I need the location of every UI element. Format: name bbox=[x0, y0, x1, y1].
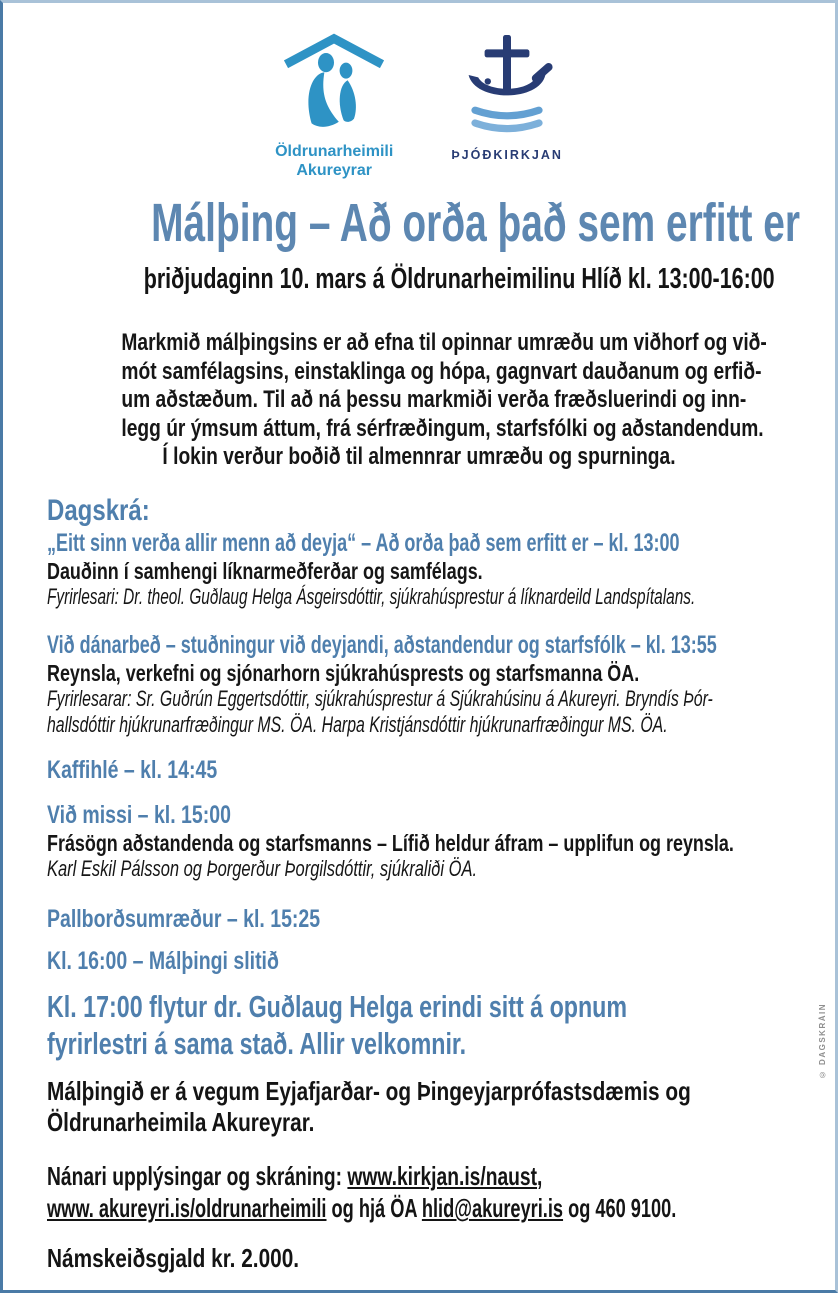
open-lecture-line: fyrirlestri á sama stað. Allir velkomnir. bbox=[47, 1025, 467, 1061]
kirkjan-link[interactable]: www.kirkjan.is/naust bbox=[347, 1160, 538, 1191]
agenda-item-speakers: hallsdóttir hjúkrunarfræðingur MS. ÖA. Harpa Kristjánsdóttir hjúkrunarfræðingur MS. ÖA. bbox=[47, 711, 668, 737]
oldrunarheimili-house-family-icon bbox=[278, 29, 390, 138]
oldrunarheimili-logo-line1: Öldrunarheimili bbox=[275, 143, 394, 160]
agenda-item-desc: Reynsla, verkefni og sjónarhorn sjúkrahúsprests og starfsmanna ÖA. bbox=[47, 659, 640, 686]
thjodkirkjan-boat-cross-icon bbox=[459, 29, 555, 142]
agenda-item-5 bbox=[47, 904, 791, 934]
agenda-item-title: Við dánarbeð – stuðningur við deyjandi, aðstandendur og starfsfólk – kl. 13:55 bbox=[47, 630, 717, 659]
agenda-item-4 bbox=[47, 800, 791, 882]
logo-oldrunarheimili bbox=[275, 29, 393, 180]
open-lecture-announcement bbox=[47, 988, 791, 1062]
agenda-item-1 bbox=[47, 528, 791, 610]
registration-comma: , bbox=[537, 1160, 543, 1191]
registration-phone: og 460 9100. bbox=[563, 1192, 677, 1223]
logo-thjodkirkjan bbox=[451, 29, 563, 162]
intro-line: mót samfélagsins, einstaklinga og hópa, gagnvart dauðanum og erfið- bbox=[121, 357, 762, 385]
logo-row bbox=[47, 29, 791, 179]
agenda-item-6 bbox=[47, 946, 791, 976]
agenda-item-title: Pallborðsumræður – kl. 15:25 bbox=[47, 904, 321, 933]
agenda-item-2 bbox=[47, 630, 791, 738]
agenda-item-3 bbox=[47, 755, 791, 785]
registration-info-line1 bbox=[47, 1160, 598, 1192]
organizer-line: Málþingið er á vegum Eyjafjarðar- og Þingeyjarprófastsdæmis og bbox=[47, 1075, 691, 1106]
intro-line: Markmið málþingsins er að efna til opinnar umræðu um viðhorf og við- bbox=[121, 329, 767, 356]
agenda-item-title: Við missi – kl. 15:00 bbox=[47, 800, 231, 829]
registration-prefix: Nánari upplýsingar og skráning: bbox=[47, 1160, 348, 1191]
agenda-item-speakers: Fyrirlesarar: Sr. Guðrún Eggertsdóttir, sjúkrahúsprestur á Sjúkrahúsinu á Akureyri. Bryndís Þór- bbox=[47, 685, 713, 711]
agenda-item-title: Kaffihlé – kl. 14:45 bbox=[47, 755, 218, 784]
intro-line: legg úr ýmsum áttum, frá sérfræðingum, starfsfólki og aðstandendum. bbox=[121, 414, 764, 442]
intro-line: um aðstæðum. Til að ná þessu markmiði verða fræðsluerindi og inn- bbox=[121, 386, 747, 414]
organizer-note bbox=[47, 1076, 791, 1138]
intro-paragraph bbox=[47, 329, 791, 472]
agenda-item-speakers: Fyrirlesari: Dr. theol. Guðlaug Helga Ásgeirsdóttir, sjúkrahúsprestur á líknardeild Landspítalans. bbox=[47, 583, 696, 609]
open-lecture-line: Kl. 17:00 flytur dr. Guðlaug Helga erindi sitt á opnum bbox=[47, 988, 628, 1024]
dagskrain-credit: © DAGSKRÁIN bbox=[818, 1003, 827, 1080]
oldrunarheimili-logo-text bbox=[275, 142, 393, 180]
thjodkirkjan-logo-text: ÞJÓÐKIRKJAN bbox=[451, 148, 563, 162]
agenda-item-desc: Dauðinn í samhengi líknarmeðferðar og samfélags. bbox=[47, 557, 483, 584]
oldrunarheimili-logo-line2: Akureyrar bbox=[296, 162, 372, 179]
agenda-item-title: Kl. 16:00 – Málþingi slitið bbox=[47, 946, 279, 975]
registration-mid: og hjá ÖA bbox=[326, 1192, 422, 1223]
course-fee: Námskeiðsgjald kr. 2.000. bbox=[47, 1242, 300, 1273]
akureyri-link[interactable]: www. akureyri.is/oldrunarheimili bbox=[47, 1192, 327, 1223]
registration-info-line2 bbox=[47, 1192, 677, 1224]
registration-info bbox=[47, 1160, 791, 1224]
email-link[interactable]: hlid@akureyri.is bbox=[421, 1192, 564, 1223]
page-title: Málþing – Að orða það sem erfitt er bbox=[151, 193, 800, 253]
intro-line: Í lokin verður boðið til almennrar umræðu og spurninga. bbox=[162, 443, 676, 471]
agenda-item-desc: Frásögn aðstandenda og starfsmanns – Lífið heldur áfram – upplifun og reynsla. bbox=[47, 829, 734, 856]
page-subtitle: þriðjudaginn 10. mars á Öldrunarheimilinu Hlíð kl. 13:00-16:00 bbox=[143, 263, 775, 295]
agenda-item-title: „Eitt sinn verða allir menn að deyja“ – Að orða það sem erfitt er – kl. 13:00 bbox=[47, 528, 680, 557]
agenda-heading: Dagskrá: bbox=[47, 493, 150, 527]
organizer-line: Öldrunarheimila Akureyrar. bbox=[47, 1106, 315, 1137]
agenda-item-speakers: Karl Eskil Pálsson og Þorgerður Þorgilsdóttir, sjúkraliði ÖA. bbox=[47, 855, 478, 881]
